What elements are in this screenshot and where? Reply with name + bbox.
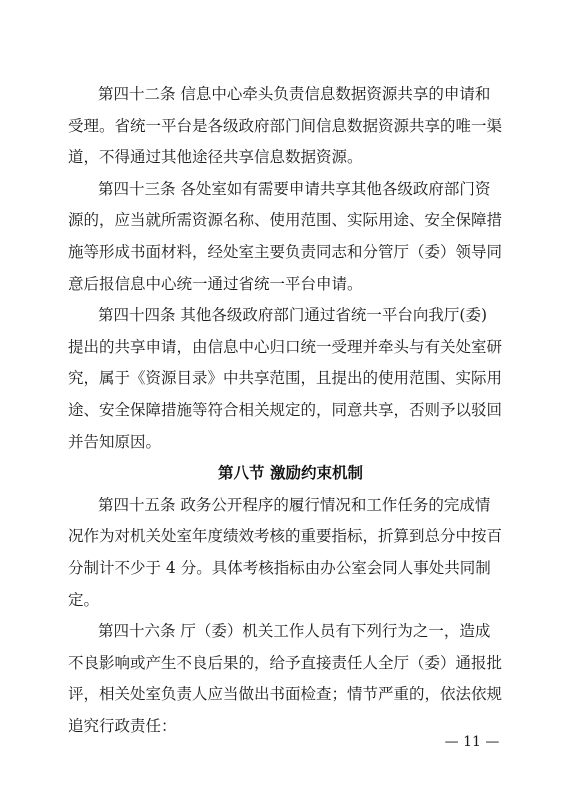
article-46-line-1: 第四十六条 厅（委）机关工作人员有下列行为之一，造成 <box>98 622 491 641</box>
article-45-line-3: 分制计不少于 4 分。具体考核指标由办公室会同人事处共同制 <box>68 559 491 577</box>
article-45-line-4: 定。 <box>68 590 100 609</box>
article-43-line-2: 源的，应当就所需资源名称、使用范围、实际用途、安全保障措 <box>68 211 503 230</box>
article-44-line-1: 第四十四条 其他各级政府部门通过省统一平台向我厅(委) <box>98 306 488 325</box>
article-42-line-3: 道，不得通过其他途径共享信息数据资源。 <box>68 148 363 167</box>
article-46-line-4: 追究行政责任： <box>68 717 177 735</box>
page-number: — 11 — <box>444 734 500 750</box>
article-44-line-3: 究，属于《资源目录》中共享范围，且提出的使用范围、实际用 <box>68 369 503 388</box>
article-45-line-2: 况作为对机关处室年度绩效考核的重要指标，折算到总分中按百 <box>68 527 503 546</box>
article-46-line-3: 评，相关处室负责人应当做出书面检查；情节严重的，依法依规 <box>68 685 503 704</box>
article-42-line-1: 第四十二条 信息中心牵头负责信息数据资源共享的申请和 <box>98 85 491 103</box>
article-44-line-2: 提出的共享申请，由信息中心归口统一受理并牵头与有关处室研 <box>68 337 503 356</box>
article-44-line-4: 途、安全保障措施等符合相关规定的，同意共享，否则予以驳回 <box>68 401 503 419</box>
article-43-line-4: 意后报信息中心统一通过省统一平台申请。 <box>68 274 363 293</box>
article-43-line-1: 第四十三条 各处室如有需要申请共享其他各级政府部门资 <box>98 179 491 198</box>
article-45-line-1: 第四十五条 政务公开程序的履行情况和工作任务的完成情 <box>98 495 491 514</box>
article-44-line-5: 并告知原因。 <box>68 432 162 451</box>
article-43-line-3: 施等形成书面材料，经处室主要负责同志和分管厅（委）领导同 <box>68 243 503 261</box>
section-heading: 第八节 激励约束机制 <box>218 464 363 483</box>
article-46-line-2: 不良影响或产生不良后果的，给予直接责任人全厅（委）通报批 <box>68 653 503 672</box>
article-42-line-2: 受理。省统一平台是各级政府部门间信息数据资源共享的唯一渠 <box>68 116 503 135</box>
